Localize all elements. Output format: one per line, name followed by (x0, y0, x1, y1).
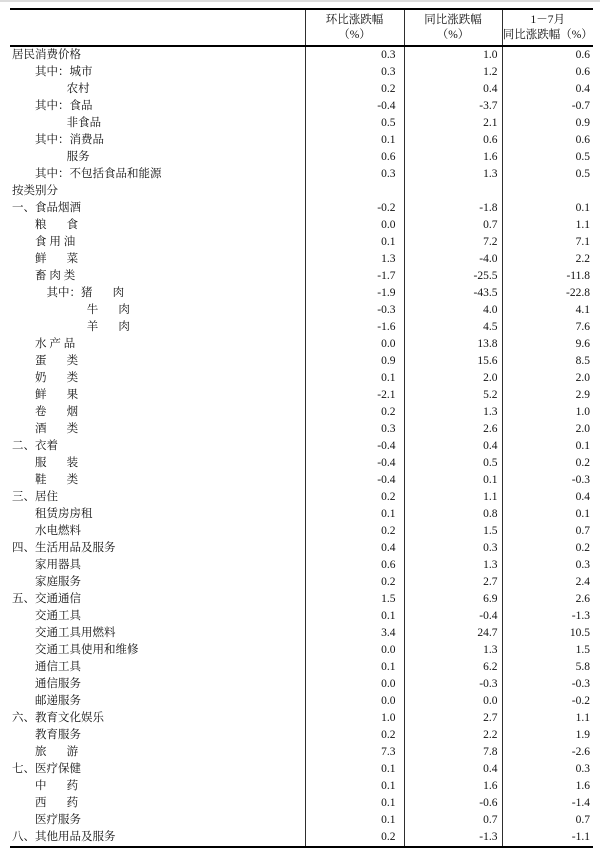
row-indicator-label: 按类别分 (12, 185, 58, 197)
row-yoy-value: 7.8 (404, 744, 502, 761)
col-header-ytd-title: 同比涨跌幅（%） (502, 28, 593, 41)
row-indicator-label: 六、教育文化娱乐 (12, 712, 104, 724)
row-indicator-label: 畜 肉 类 (12, 270, 76, 282)
table-row (10, 370, 593, 387)
row-mom-value: 0.2 (305, 81, 404, 98)
row-yoy-value: 13.8 (404, 336, 502, 353)
table-row (10, 268, 593, 285)
table-row (10, 81, 593, 98)
table-row (10, 387, 593, 404)
row-yoy-value: 2.1 (404, 115, 502, 132)
row-ytd-value: -11.8 (502, 268, 593, 285)
table-row (10, 217, 593, 234)
row-ytd-value: 2.2 (502, 251, 593, 268)
row-indicator-label: 旅 游 (12, 746, 79, 758)
row-indicator-label: 一、食品烟酒 (12, 202, 81, 214)
row-mom-value: 0.6 (305, 149, 404, 166)
row-ytd-value: 1.9 (502, 727, 593, 744)
table-row (10, 727, 593, 744)
row-yoy-value: -4.0 (404, 251, 502, 268)
row-mom-value: 3.4 (305, 625, 404, 642)
row-mom-value: 0.2 (305, 404, 404, 421)
row-mom-value: 0.4 (305, 540, 404, 557)
row-mom-value: 0.0 (305, 693, 404, 710)
table-row (10, 829, 593, 847)
table-row (10, 693, 593, 710)
row-ytd-value: 1.0 (502, 404, 593, 421)
row-mom-value: -0.4 (305, 98, 404, 115)
row-yoy-value: 6.9 (404, 591, 502, 608)
table-row (10, 251, 593, 268)
row-ytd-value: 0.9 (502, 115, 593, 132)
row-ytd-value: 1.5 (502, 642, 593, 659)
table-row (10, 744, 593, 761)
row-yoy-value: 0.5 (404, 455, 502, 472)
table-row (10, 778, 593, 795)
row-mom-value: 0.1 (305, 761, 404, 778)
row-yoy-value: 1.3 (404, 642, 502, 659)
row-ytd-value: -0.3 (502, 676, 593, 693)
row-ytd-value: -1.1 (502, 829, 593, 847)
row-yoy-value: 2.7 (404, 710, 502, 727)
row-indicator-label: 奶 类 (12, 372, 79, 384)
table-row (10, 336, 593, 353)
row-indicator-label: 农村 (12, 83, 90, 95)
row-indicator-label: 中 药 (12, 780, 79, 792)
row-mom-value: 0.2 (305, 523, 404, 540)
col-header-yoy-unit: （%） (436, 28, 470, 41)
row-ytd-value: 2.0 (502, 370, 593, 387)
row-yoy-value: 4.5 (404, 319, 502, 336)
row-mom-value: 0.9 (305, 353, 404, 370)
row-ytd-value: 0.1 (502, 438, 593, 455)
row-mom-value: 0.3 (305, 421, 404, 438)
row-yoy-value: -43.5 (404, 285, 502, 302)
row-ytd-value: -0.2 (502, 693, 593, 710)
row-yoy-value: 1.0 (404, 46, 502, 64)
row-mom-value: -1.7 (305, 268, 404, 285)
table-row (10, 795, 593, 812)
row-yoy-value: -1.3 (404, 829, 502, 847)
row-ytd-value: 0.3 (502, 557, 593, 574)
row-indicator-label: 鲜 果 (12, 389, 79, 401)
row-mom-value: 1.0 (305, 710, 404, 727)
row-indicator-label: 邮递服务 (12, 695, 81, 707)
row-yoy-value: 0.4 (404, 81, 502, 98)
table-row (10, 404, 593, 421)
row-yoy-value: 1.1 (404, 489, 502, 506)
row-mom-value: -0.4 (305, 472, 404, 489)
row-ytd-value: 0.7 (502, 812, 593, 829)
row-ytd-value: 2.9 (502, 387, 593, 404)
row-ytd-value: 7.6 (502, 319, 593, 336)
table-body (10, 46, 593, 847)
row-indicator-label: 其中：猪 肉 (12, 287, 125, 299)
row-ytd-value: 0.3 (502, 761, 593, 778)
row-mom-value: 0.2 (305, 574, 404, 591)
row-mom-value: 0.3 (305, 166, 404, 183)
row-yoy-value: 24.7 (404, 625, 502, 642)
col-header-yoy-title: 同比涨跌幅 (424, 13, 482, 26)
row-yoy-value: 2.6 (404, 421, 502, 438)
table-row (10, 285, 593, 302)
row-indicator-label: 交通工具使用和维修 (12, 644, 139, 656)
row-mom-value: 0.0 (305, 676, 404, 693)
row-ytd-value: 0.6 (502, 64, 593, 81)
table-row (10, 659, 593, 676)
row-ytd-value: 0.4 (502, 81, 593, 98)
table-row (10, 489, 593, 506)
row-mom-value (305, 183, 404, 200)
row-indicator-label: 四、生活用品及服务 (12, 542, 116, 554)
table-row (10, 46, 593, 64)
row-indicator-label: 交通工具 (12, 610, 81, 622)
row-mom-value: 0.2 (305, 489, 404, 506)
row-yoy-value: 1.6 (404, 149, 502, 166)
table-row (10, 472, 593, 489)
row-yoy-value: 2.7 (404, 574, 502, 591)
col-header-mom-title: 环比涨跌幅 (325, 13, 384, 26)
row-yoy-value: 2.2 (404, 727, 502, 744)
row-yoy-value: 1.3 (404, 557, 502, 574)
row-yoy-value: 0.8 (404, 506, 502, 523)
row-ytd-value (502, 183, 593, 200)
row-indicator-label: 粮 食 (12, 219, 79, 231)
table-row (10, 540, 593, 557)
row-mom-value: -0.2 (305, 200, 404, 217)
row-mom-value: 0.2 (305, 829, 404, 847)
row-mom-value: 0.0 (305, 642, 404, 659)
row-indicator-label: 通信服务 (12, 678, 81, 690)
row-yoy-value: 0.7 (404, 217, 502, 234)
table-row (10, 642, 593, 659)
row-yoy-value: -0.4 (404, 608, 502, 625)
row-ytd-value: -22.8 (502, 285, 593, 302)
row-mom-value: 0.1 (305, 812, 404, 829)
row-yoy-value: 5.2 (404, 387, 502, 404)
row-indicator-label: 五、交通通信 (12, 593, 81, 605)
row-ytd-value: 2.0 (502, 421, 593, 438)
table-row (10, 506, 593, 523)
row-yoy-value: -0.6 (404, 795, 502, 812)
row-mom-value: 0.1 (305, 132, 404, 149)
row-indicator-label: 二、衣着 (12, 440, 58, 452)
row-ytd-value: 1.1 (502, 217, 593, 234)
row-indicator-label: 鲜 菜 (12, 253, 79, 265)
row-mom-value: 0.5 (305, 115, 404, 132)
row-indicator-label: 家庭服务 (12, 576, 81, 588)
table-row (10, 64, 593, 81)
table-row (10, 574, 593, 591)
row-ytd-value: 2.4 (502, 574, 593, 591)
row-mom-value: 0.1 (305, 234, 404, 251)
row-indicator-label: 居民消费价格 (12, 49, 81, 61)
row-mom-value: -0.3 (305, 302, 404, 319)
row-ytd-value: 0.5 (502, 166, 593, 183)
row-indicator-label: 水 产 品 (12, 338, 76, 350)
row-mom-value: 0.1 (305, 795, 404, 812)
row-mom-value: 0.6 (305, 557, 404, 574)
row-indicator-label: 租赁房房租 (12, 508, 93, 520)
col-header-ytd-period: 1－7月 (530, 13, 565, 26)
table-row (10, 353, 593, 370)
row-indicator-label: 教育服务 (12, 729, 81, 741)
row-ytd-value: 1.1 (502, 710, 593, 727)
row-ytd-value: 8.5 (502, 353, 593, 370)
row-ytd-value: 0.6 (502, 132, 593, 149)
row-yoy-value: 0.4 (404, 438, 502, 455)
row-mom-value: 0.1 (305, 506, 404, 523)
row-mom-value: 1.5 (305, 591, 404, 608)
row-ytd-value: 0.7 (502, 523, 593, 540)
row-ytd-value: 10.5 (502, 625, 593, 642)
row-indicator-label: 食 用 油 (12, 236, 76, 248)
row-mom-value: 0.0 (305, 217, 404, 234)
row-mom-value: 0.3 (305, 64, 404, 81)
row-yoy-value: 1.2 (404, 64, 502, 81)
table-row (10, 302, 593, 319)
row-yoy-value: -3.7 (404, 98, 502, 115)
row-yoy-value: 1.6 (404, 778, 502, 795)
page-top-edge (0, 0, 600, 2)
row-indicator-label: 西 药 (12, 797, 79, 809)
row-ytd-value: 5.8 (502, 659, 593, 676)
row-ytd-value: 2.6 (502, 591, 593, 608)
row-ytd-value: 0.6 (502, 46, 593, 64)
row-mom-value: 0.1 (305, 370, 404, 387)
row-mom-value: 0.1 (305, 659, 404, 676)
row-mom-value: -0.4 (305, 438, 404, 455)
row-yoy-value: 1.5 (404, 523, 502, 540)
row-ytd-value: 0.2 (502, 455, 593, 472)
row-indicator-label: 其中：城市 (12, 66, 93, 78)
row-indicator-label: 其中：不包括食品和能源 (12, 168, 162, 180)
row-yoy-value: 0.7 (404, 812, 502, 829)
table-row (10, 608, 593, 625)
row-mom-value: 0.1 (305, 778, 404, 795)
table-row (10, 438, 593, 455)
table-row (10, 523, 593, 540)
row-indicator-label: 医疗服务 (12, 814, 81, 826)
row-indicator-label: 八、其他用品及服务 (12, 831, 116, 843)
row-yoy-value (404, 183, 502, 200)
table-row (10, 200, 593, 217)
row-yoy-value: 0.1 (404, 472, 502, 489)
row-mom-value: 0.3 (305, 46, 404, 64)
table-row (10, 710, 593, 727)
row-ytd-value: 9.6 (502, 336, 593, 353)
table-row (10, 115, 593, 132)
row-ytd-value: -1.3 (502, 608, 593, 625)
table-row (10, 761, 593, 778)
row-indicator-label: 服 装 (12, 457, 79, 469)
table-row (10, 98, 593, 115)
table-header-row (10, 9, 593, 46)
row-indicator-label: 酒 类 (12, 423, 79, 435)
row-indicator-label: 卷 烟 (12, 406, 79, 418)
row-indicator-label: 其中：食品 (12, 100, 93, 112)
row-ytd-value: -0.7 (502, 98, 593, 115)
col-header-mom-unit: （%） (338, 28, 371, 41)
row-yoy-value: 0.4 (404, 761, 502, 778)
row-indicator-label: 七、医疗保健 (12, 763, 81, 775)
table-row (10, 591, 593, 608)
row-yoy-value: 0.0 (404, 693, 502, 710)
row-yoy-value: -25.5 (404, 268, 502, 285)
row-ytd-value: 7.1 (502, 234, 593, 251)
table-row (10, 455, 593, 472)
row-yoy-value: 15.6 (404, 353, 502, 370)
col-header-indicator (10, 9, 305, 46)
row-ytd-value: -0.3 (502, 472, 593, 489)
table-row (10, 421, 593, 438)
row-yoy-value: 6.2 (404, 659, 502, 676)
row-indicator-label: 其中：消费品 (12, 134, 104, 146)
row-yoy-value: 0.6 (404, 132, 502, 149)
table-row (10, 166, 593, 183)
row-yoy-value: -0.3 (404, 676, 502, 693)
table-row (10, 557, 593, 574)
table-row (10, 149, 593, 166)
row-indicator-label: 服务 (12, 151, 90, 163)
row-indicator-label: 水电燃料 (12, 525, 81, 537)
row-yoy-value: -1.8 (404, 200, 502, 217)
row-indicator-label: 羊 肉 (12, 321, 130, 333)
table-header (10, 9, 593, 46)
row-ytd-value: 4.1 (502, 302, 593, 319)
row-mom-value: 0.0 (305, 336, 404, 353)
row-mom-value: 7.3 (305, 744, 404, 761)
row-mom-value: 1.3 (305, 251, 404, 268)
row-ytd-value: 0.1 (502, 506, 593, 523)
row-yoy-value: 0.3 (404, 540, 502, 557)
row-mom-value: 0.1 (305, 608, 404, 625)
row-indicator-label: 家用器具 (12, 559, 81, 571)
row-ytd-value: 0.5 (502, 149, 593, 166)
row-mom-value: 0.2 (305, 727, 404, 744)
table-row (10, 812, 593, 829)
row-yoy-value: 7.2 (404, 234, 502, 251)
row-yoy-value: 4.0 (404, 302, 502, 319)
col-header-yoy (404, 9, 502, 46)
cpi-table (10, 8, 593, 848)
row-indicator-label: 三、居住 (12, 491, 58, 503)
row-ytd-value: -2.6 (502, 744, 593, 761)
row-indicator-label: 牛 肉 (12, 304, 130, 316)
row-ytd-value: 0.1 (502, 200, 593, 217)
table-row (10, 183, 593, 200)
row-mom-value: -2.1 (305, 387, 404, 404)
row-yoy-value: 1.3 (404, 166, 502, 183)
col-header-mom (305, 9, 404, 46)
col-header-ytd (502, 9, 593, 46)
row-yoy-value: 2.0 (404, 370, 502, 387)
table-row (10, 676, 593, 693)
row-indicator-label: 非食品 (12, 117, 102, 129)
row-mom-value: -1.9 (305, 285, 404, 302)
row-ytd-value: -1.4 (502, 795, 593, 812)
table-row (10, 625, 593, 642)
row-yoy-value: 1.3 (404, 404, 502, 421)
row-mom-value: -1.6 (305, 319, 404, 336)
table-row (10, 132, 593, 149)
row-ytd-value: 0.4 (502, 489, 593, 506)
row-indicator-label: 蛋 类 (12, 355, 79, 367)
row-ytd-value: 0.2 (502, 540, 593, 557)
row-ytd-value: 1.6 (502, 778, 593, 795)
row-indicator-label: 交通工具用燃料 (12, 627, 116, 639)
row-mom-value: -0.4 (305, 455, 404, 472)
row-indicator-label: 通信工具 (12, 661, 81, 673)
table-row (10, 234, 593, 251)
table-row (10, 319, 593, 336)
row-indicator-label: 鞋 类 (12, 474, 79, 486)
